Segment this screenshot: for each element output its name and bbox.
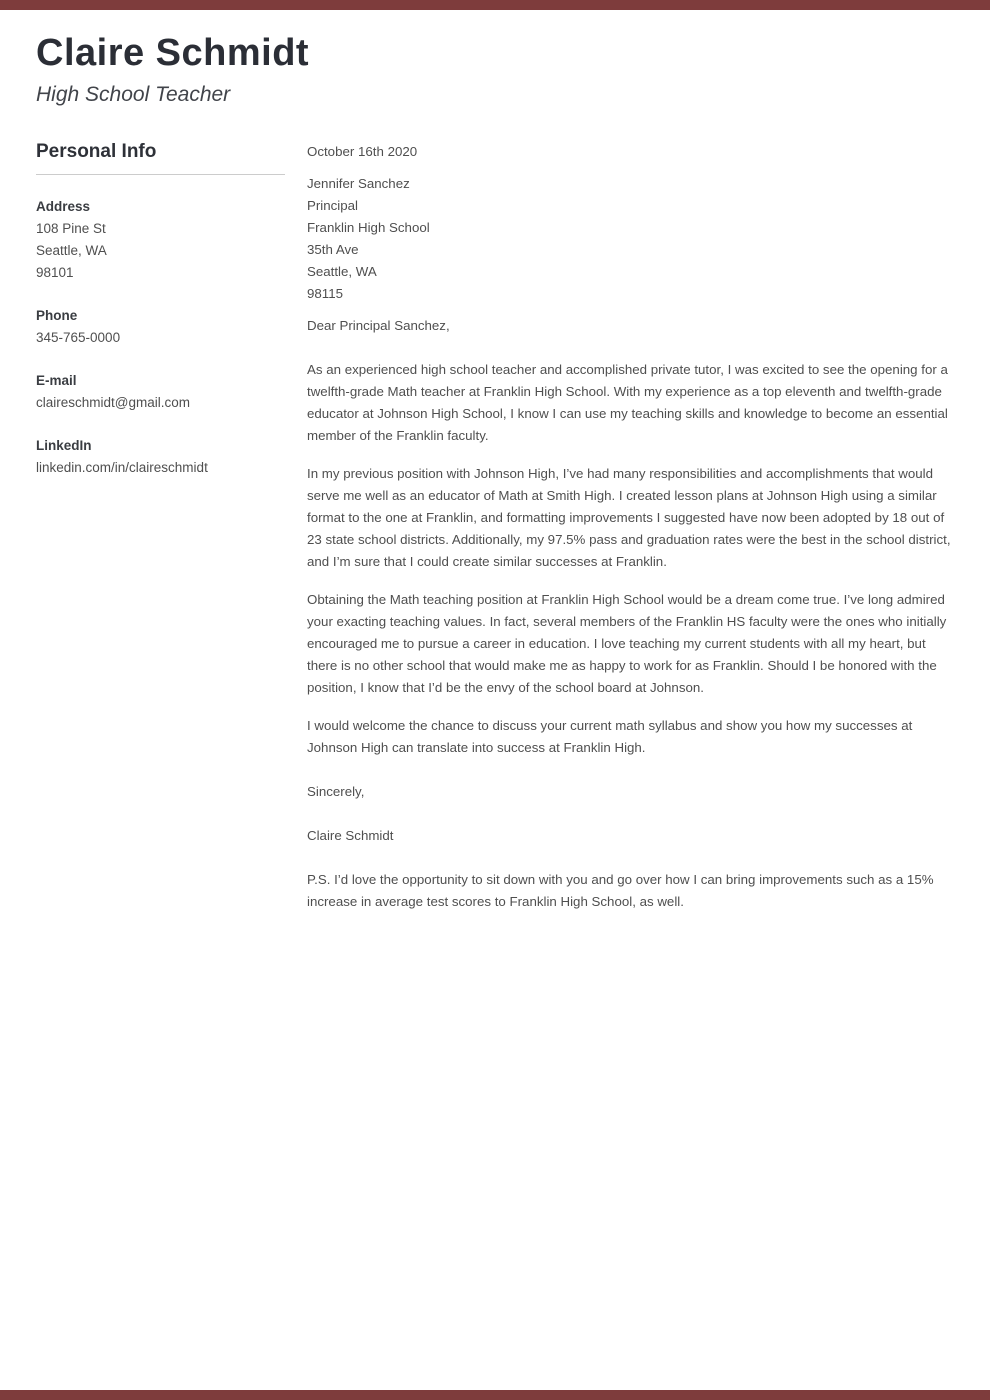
letter-paragraph: I would welcome the chance to discuss your current math syllabus and show you how my successes at Johnson High can translate into success at Franklin High. [307,718,913,755]
letter-body [307,141,951,913]
recipient-zip: 98115 [307,286,343,301]
recipient-title: Principal [307,198,358,213]
document-header [36,32,951,108]
recipient-block [307,173,951,305]
linkedin-value: linkedin.com/in/claireschmidt [36,460,208,475]
signature-name: Claire Schmidt [307,828,394,843]
closing: Sincerely, [307,784,365,799]
address-line: Seattle, WA [36,243,107,258]
recipient-city: Seattle, WA [307,264,377,279]
content-columns [36,141,951,913]
phone-label: Phone [36,308,78,323]
address-label: Address [36,199,91,214]
recipient-name: Jennifer Sanchez [307,176,410,191]
person-name: Claire Schmidt [36,32,310,74]
salutation: Dear Principal Sanchez, [307,318,450,333]
linkedin-label: LinkedIn [36,438,92,453]
bottom-accent-bar [0,1390,990,1400]
recipient-street: 35th Ave [307,242,359,257]
sidebar-divider [36,174,285,175]
email-value: claireschmidt@gmail.com [36,395,190,410]
address-line: 98101 [36,265,74,280]
letter-paragraph: As an experienced high school teacher and accomplished private tutor, I was excited to see the opening for a twelfth-grade Math teacher at Franklin High School. With my experience as a top eleventh and twelfth-grade educator at Johnson High School, I know I can use my teaching skills and knowledge to become an essential member of the Franklin faculty. [307,362,948,443]
address-line: 108 Pine St [36,221,106,236]
email-label: E-mail [36,373,77,388]
linkedin-section [36,435,285,479]
top-accent-bar [0,0,990,10]
letter-paragraph: In my previous position with Johnson High, I’ve had many responsibilities and accomplishments that would serve me well as an educator of Math at Smith High. I created lesson plans at Johnson High using a similar format to the one at Franklin, and formatting improvements I suggested have now been adopted by 18 out of 23 state school districts. Additionally, my 97.5% pass and graduation rates were the best in the school district, and I’m sure that I could create similar successes at Franklin. [307,466,951,569]
recipient-organization: Franklin High School [307,220,430,235]
letter-date: October 16th 2020 [307,144,418,159]
phone-section [36,305,285,349]
sidebar-title: Personal Info [36,141,157,162]
postscript: P.S. I’d love the opportunity to sit down with you and go over how I can bring improvements such as a 15% increase in average test scores to Franklin High School, as well. [307,872,934,909]
phone-value: 345-765-0000 [36,330,121,345]
personal-info-sidebar [36,141,285,913]
letter-paragraph: Obtaining the Math teaching position at Franklin High School would be a dream come true. I’ve long admired your exacting teaching values. In fact, several members of the Franklin HS faculty were the ones who initially encouraged me to pursue a career in education. I love teaching my current students with all my heart, but there is no other school that would make me as happy to work for as Franklin. Should I be honored with the position, I know that I’d be the envy of the school board at Johnson. [307,592,947,695]
job-title: High School Teacher [36,83,231,106]
email-section [36,370,285,414]
address-section [36,196,285,284]
